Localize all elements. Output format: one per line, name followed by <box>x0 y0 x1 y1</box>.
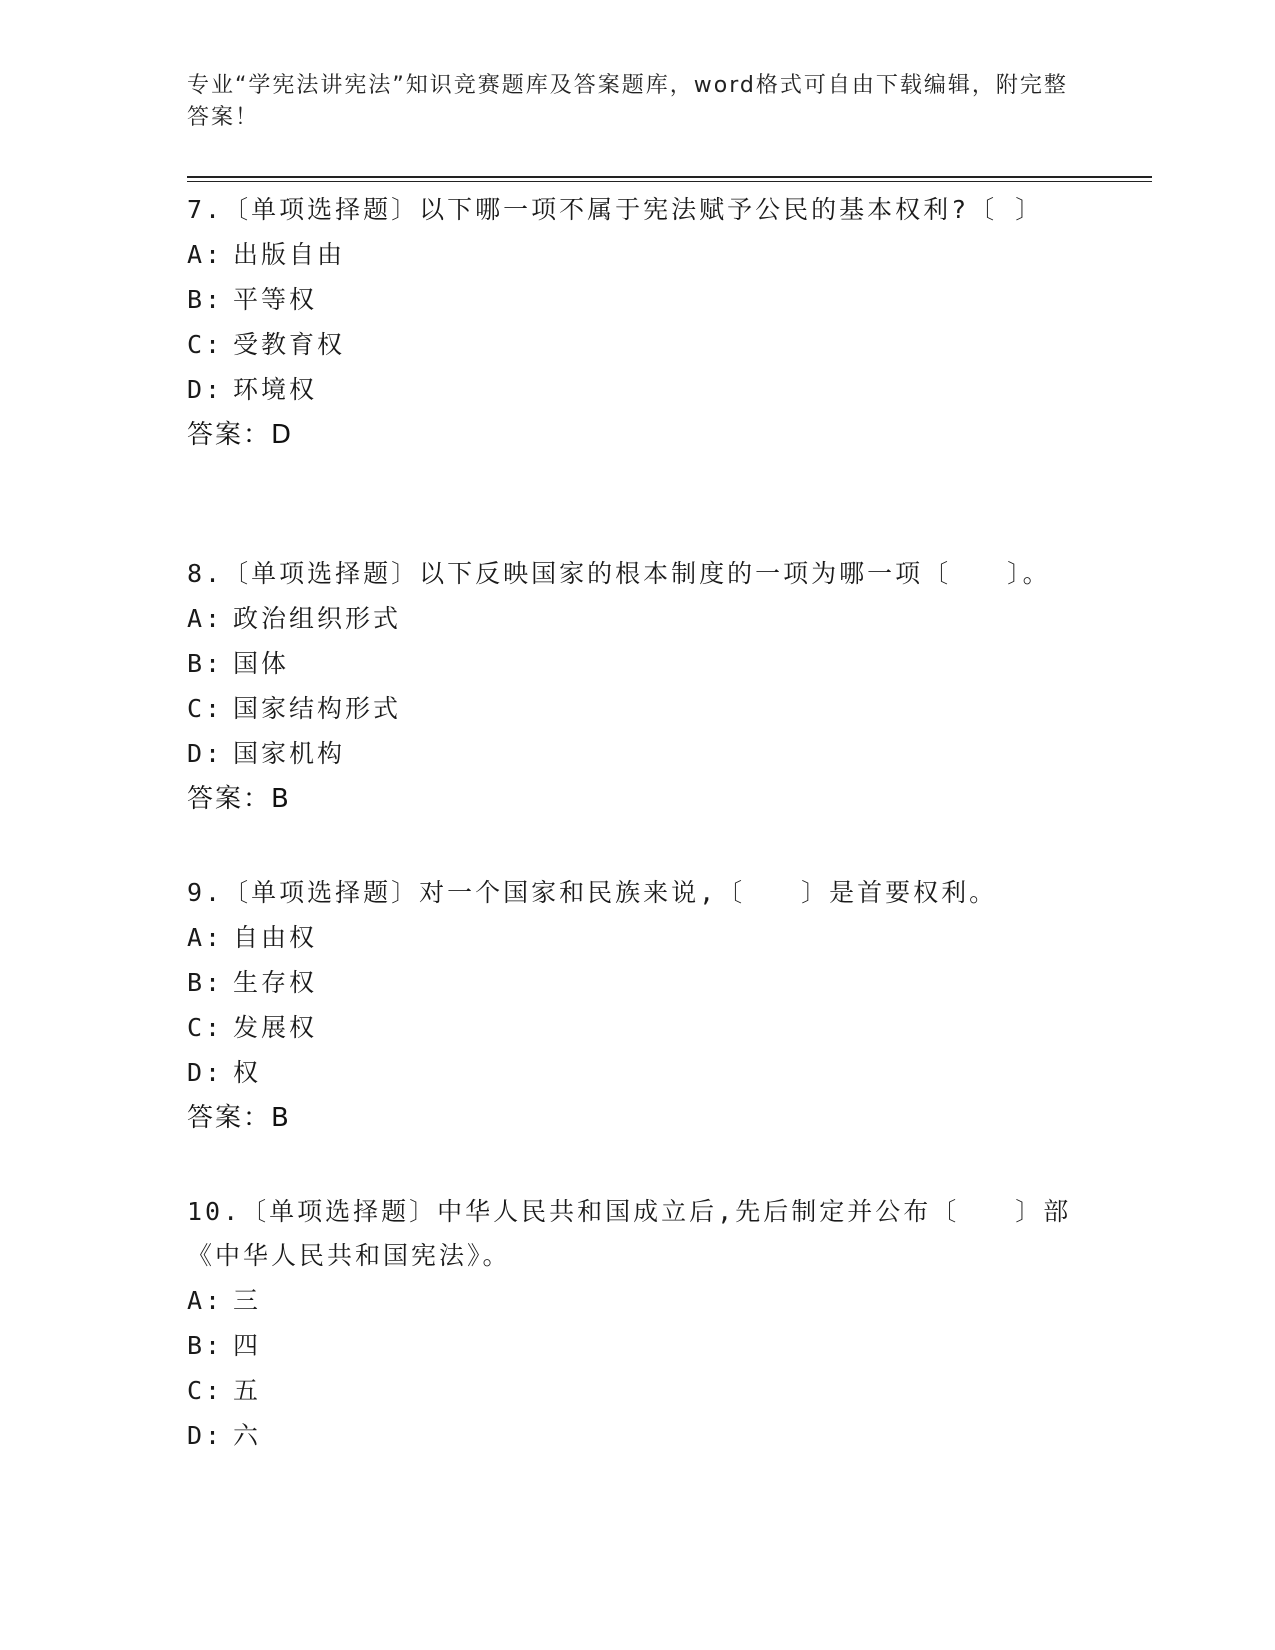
option-letter: A: <box>187 1286 224 1315</box>
question-8 <box>187 552 1087 822</box>
question-10 <box>187 1190 1087 1458</box>
question-stem: 8.〔单项选择题〕以下反映国家的根本制度的一项为哪一项〔 〕。 <box>187 559 1051 588</box>
option-letter: D: <box>187 739 224 768</box>
option-letter: A: <box>187 240 224 269</box>
option-a <box>187 915 1087 960</box>
option-letter: C: <box>187 694 224 723</box>
option-b <box>187 641 1087 686</box>
option-text: 国家结构形式 <box>233 694 402 723</box>
option-c <box>187 686 1087 731</box>
answer-line: 答案：B <box>187 784 291 814</box>
option-b <box>187 1323 1087 1368</box>
option-letter: D: <box>187 375 224 404</box>
question-stem: 9.〔单项选择题〕对一个国家和民族来说,〔 〕是首要权利。 <box>187 878 998 907</box>
option-d <box>187 367 1087 412</box>
option-d <box>187 731 1087 776</box>
option-letter: D: <box>187 1058 224 1087</box>
option-text: 六 <box>233 1421 262 1450</box>
option-a <box>187 232 1087 277</box>
option-text: 政治组织形式 <box>233 604 402 633</box>
option-text: 四 <box>233 1331 262 1360</box>
option-text: 五 <box>233 1376 262 1405</box>
option-text: 发展权 <box>233 1013 318 1042</box>
option-c <box>187 1005 1087 1050</box>
header-divider-bottom <box>187 181 1152 182</box>
option-text: 国体 <box>233 649 290 678</box>
option-letter: C: <box>187 1013 224 1042</box>
option-text: 环境权 <box>233 375 318 404</box>
option-a <box>187 596 1087 641</box>
option-letter: D: <box>187 1421 224 1450</box>
question-stem: 10.〔单项选择题〕中华人民共和国成立后,先后制定并公布〔 〕部《中华人民共和国宪法》。 <box>187 1197 1072 1270</box>
option-letter: C: <box>187 1376 224 1405</box>
option-d <box>187 1050 1087 1095</box>
option-letter: B: <box>187 285 224 314</box>
option-text: 三 <box>233 1286 262 1315</box>
option-d <box>187 1413 1087 1458</box>
option-text: 权 <box>233 1058 262 1087</box>
answer-line: 答案：D <box>187 420 294 450</box>
question-9 <box>187 871 1087 1141</box>
option-text: 出版自由 <box>233 240 346 269</box>
option-c <box>187 322 1087 367</box>
option-text: 受教育权 <box>233 330 346 359</box>
option-text: 国家机构 <box>233 739 346 768</box>
option-text: 自由权 <box>233 923 318 952</box>
document-header: 专业“学宪法讲宪法”知识竞赛题库及答案题库，word格式可自由下载编辑，附完整答案！ <box>187 73 1068 130</box>
option-b <box>187 960 1087 1005</box>
option-letter: B: <box>187 968 224 997</box>
option-letter: A: <box>187 604 224 633</box>
question-7 <box>187 188 1087 458</box>
option-letter: B: <box>187 649 224 678</box>
option-a <box>187 1278 1087 1323</box>
option-b <box>187 277 1087 322</box>
option-letter: B: <box>187 1331 224 1360</box>
answer-line: 答案：B <box>187 1103 291 1133</box>
header-divider-top <box>187 176 1152 178</box>
option-letter: A: <box>187 923 224 952</box>
option-text: 生存权 <box>233 968 318 997</box>
question-stem: 7.〔单项选择题〕以下哪一项不属于宪法赋予公民的基本权利?〔 〕 <box>187 195 1044 224</box>
option-letter: C: <box>187 330 224 359</box>
option-text: 平等权 <box>233 285 318 314</box>
option-c <box>187 1368 1087 1413</box>
